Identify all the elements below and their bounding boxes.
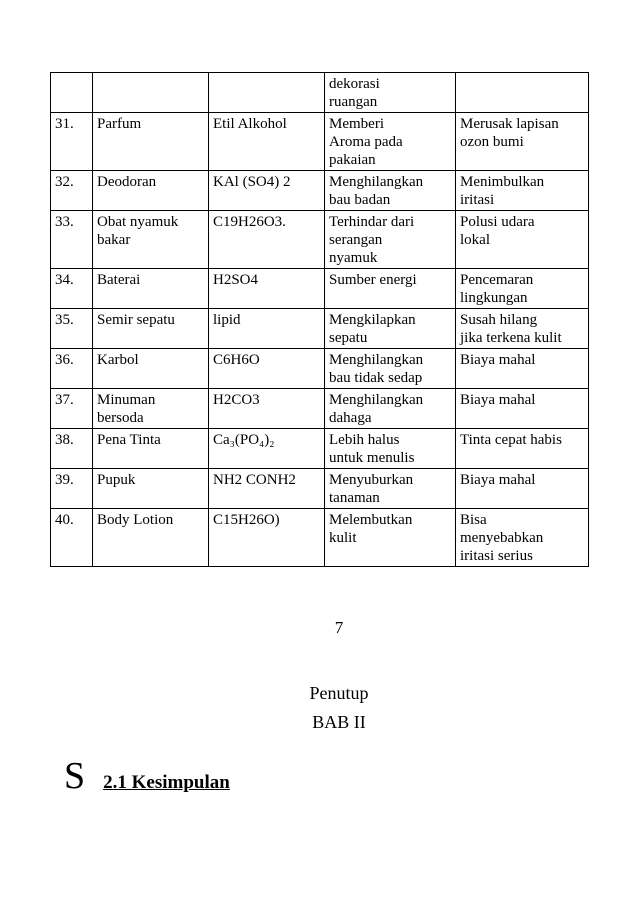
cell-line: H2CO3	[213, 392, 260, 408]
cell-number	[51, 269, 93, 309]
table-row	[51, 349, 589, 389]
cell-line: jika terkena kulit	[460, 330, 562, 346]
cell-line: Biaya mahal	[460, 472, 536, 488]
cell-line: tanaman	[329, 490, 380, 506]
cell-number	[51, 469, 93, 509]
table-row	[51, 309, 589, 349]
cell-impact	[456, 389, 589, 429]
cell-line: Ca₃(PO₄)₂	[213, 432, 275, 448]
cell-line: 36.	[55, 352, 74, 368]
cell-line: Memberi	[329, 116, 384, 132]
cell-line: C19H26O3.	[213, 214, 286, 230]
cell-line: 31.	[55, 116, 74, 132]
cell-formula	[209, 211, 325, 269]
cell-product	[93, 73, 209, 113]
cell-line	[55, 75, 89, 93]
cell-line	[213, 75, 321, 93]
cell-impact	[456, 309, 589, 349]
cell-number	[51, 73, 93, 113]
cell-line: Mengkilapkan	[329, 312, 416, 328]
cell-formula	[209, 429, 325, 469]
cell-line: NH2 CONH2	[213, 472, 296, 488]
cell-line: Menghilangkan	[329, 174, 424, 190]
cell-product	[93, 171, 209, 211]
chemical-products-table	[50, 72, 589, 567]
cell-line: 34.	[55, 272, 74, 288]
cell-product	[93, 309, 209, 349]
cell-impact	[456, 211, 589, 269]
table-row	[51, 469, 589, 509]
cell-line: 37.	[55, 392, 74, 408]
cell-impact	[456, 509, 589, 567]
cell-line: Obat nyamuk	[97, 214, 179, 230]
cell-line: Polusi udara	[460, 214, 535, 230]
cell-line: Body Lotion	[97, 512, 174, 528]
cell-number	[51, 113, 93, 171]
cell-line: KAl (SO4) 2	[213, 174, 291, 190]
cell-line: Sumber energi	[329, 272, 417, 288]
cell-formula	[209, 171, 325, 211]
cell-line: Menghilangkan	[329, 352, 424, 368]
table-row	[51, 509, 589, 567]
cell-line: serangan	[329, 232, 383, 248]
chapter-label: BAB II	[312, 712, 366, 732]
cell-line: 33.	[55, 214, 74, 230]
cell-line	[460, 75, 585, 93]
table-row	[51, 269, 589, 309]
cell-product	[93, 211, 209, 269]
cell-number	[51, 309, 93, 349]
cell-line: pakaian	[329, 152, 376, 168]
cell-line: Lebih halus	[329, 432, 400, 448]
cell-line: Biaya mahal	[460, 392, 536, 408]
cell-benefit	[325, 509, 456, 567]
cell-product	[93, 429, 209, 469]
cell-line: Menyuburkan	[329, 472, 414, 488]
cell-line: 39.	[55, 472, 74, 488]
heading-title: 2.1 Kesimpulan	[103, 772, 230, 793]
page-number: 7	[334, 618, 344, 637]
cell-number	[51, 509, 93, 567]
cell-line: 32.	[55, 174, 74, 190]
cell-benefit	[325, 113, 456, 171]
table-row	[51, 73, 589, 113]
cell-impact	[456, 171, 589, 211]
cell-line: lipid	[213, 312, 241, 328]
table-row	[51, 429, 589, 469]
cell-line: Pupuk	[97, 472, 136, 488]
cell-line: dekorasi	[329, 76, 380, 92]
cell-line: Pena Tinta	[97, 432, 161, 448]
cell-formula	[209, 509, 325, 567]
cell-line: bau badan	[329, 192, 391, 208]
cell-benefit	[325, 429, 456, 469]
cell-line: bakar	[97, 232, 131, 248]
cell-impact	[456, 73, 589, 113]
cell-formula	[209, 309, 325, 349]
cell-line: iritasi serius	[460, 548, 533, 564]
cell-line: untuk menulis	[329, 450, 415, 466]
cell-line: ruangan	[329, 94, 378, 110]
cell-line: Baterai	[97, 272, 141, 288]
cell-line: kulit	[329, 530, 357, 546]
cell-line: C6H6O	[213, 352, 260, 368]
cell-line: bau tidak sedap	[329, 370, 423, 386]
table-body	[51, 73, 589, 567]
section-title-penutup: Penutup	[309, 683, 369, 703]
cell-impact	[456, 113, 589, 171]
cell-line: nyamuk	[329, 250, 378, 266]
table-row	[51, 113, 589, 171]
cell-benefit	[325, 389, 456, 429]
cell-benefit	[325, 309, 456, 349]
cell-formula	[209, 73, 325, 113]
cell-line: Deodoran	[97, 174, 157, 190]
cell-number	[51, 389, 93, 429]
cell-line: Bisa	[460, 512, 487, 528]
cell-benefit	[325, 211, 456, 269]
cell-product	[93, 469, 209, 509]
cell-benefit	[325, 73, 456, 113]
cell-line: Tinta cepat habis	[460, 432, 562, 448]
cell-benefit	[325, 349, 456, 389]
cell-benefit	[325, 171, 456, 211]
table-row	[51, 171, 589, 211]
cell-line: Menghilangkan	[329, 392, 424, 408]
cell-line: Biaya mahal	[460, 352, 536, 368]
cell-line: Menimbulkan	[460, 174, 545, 190]
cell-line: Karbol	[97, 352, 139, 368]
cell-benefit	[325, 469, 456, 509]
cell-line: 40.	[55, 512, 74, 528]
cell-formula	[209, 113, 325, 171]
cell-line: menyebabkan	[460, 530, 544, 546]
cell-line: Parfum	[97, 116, 142, 132]
cell-line: Semir sepatu	[97, 312, 175, 328]
cell-line: 38.	[55, 432, 74, 448]
cell-line: sepatu	[329, 330, 368, 346]
cell-product	[93, 389, 209, 429]
cell-number	[51, 429, 93, 469]
cell-line: iritasi	[460, 192, 495, 208]
cell-formula	[209, 349, 325, 389]
table-row	[51, 211, 589, 269]
cell-line: Susah hilang	[460, 312, 538, 328]
cell-impact	[456, 429, 589, 469]
cell-line: Melembutkan	[329, 512, 413, 528]
cell-formula	[209, 269, 325, 309]
cell-number	[51, 171, 93, 211]
heading-initial-letter: S	[64, 755, 86, 797]
cell-product	[93, 269, 209, 309]
cell-line: dahaga	[329, 410, 372, 426]
cell-line: Minuman	[97, 392, 156, 408]
cell-impact	[456, 349, 589, 389]
cell-line: 35.	[55, 312, 74, 328]
cell-product	[93, 509, 209, 567]
cell-line: Aroma pada	[329, 134, 403, 150]
cell-impact	[456, 269, 589, 309]
cell-line: lokal	[460, 232, 490, 248]
table-row	[51, 389, 589, 429]
cell-line: ozon bumi	[460, 134, 524, 150]
cell-impact	[456, 469, 589, 509]
cell-line: lingkungan	[460, 290, 528, 306]
cell-line: Merusak lapisan	[460, 116, 559, 132]
cell-line: H2SO4	[213, 272, 259, 288]
subsection-heading	[64, 754, 230, 798]
cell-number	[51, 349, 93, 389]
cell-line	[97, 75, 205, 93]
cell-product	[93, 113, 209, 171]
cell-formula	[209, 469, 325, 509]
cell-line: Etil Alkohol	[213, 116, 287, 132]
cell-product	[93, 349, 209, 389]
cell-number	[51, 211, 93, 269]
cell-line: Terhindar dari	[329, 214, 415, 230]
cell-benefit	[325, 269, 456, 309]
cell-formula	[209, 389, 325, 429]
cell-line: C15H26O)	[213, 512, 280, 528]
cell-line: Pencemaran	[460, 272, 534, 288]
cell-line: bersoda	[97, 410, 144, 426]
